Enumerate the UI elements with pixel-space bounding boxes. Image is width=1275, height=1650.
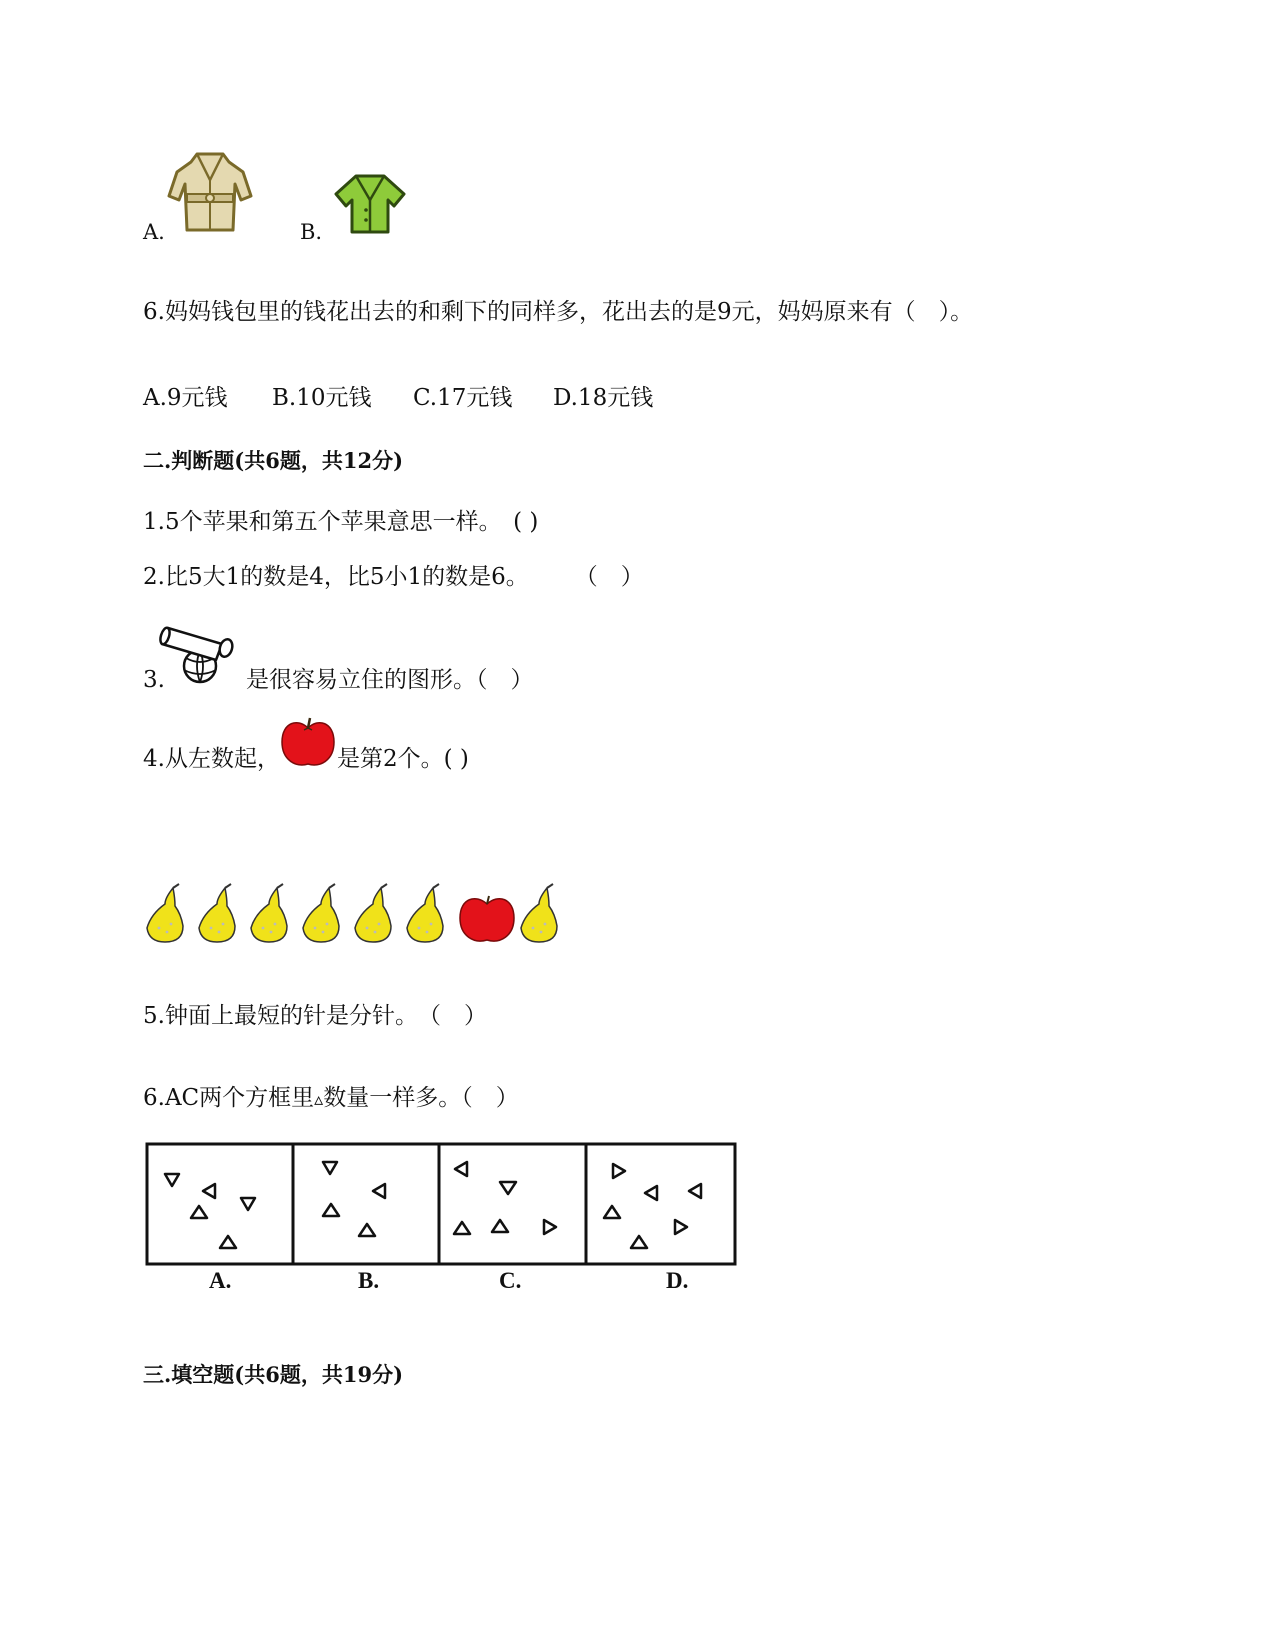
apple-icon <box>458 894 516 944</box>
section-2-heading: 二.判断题(共6题，共12分) <box>143 448 404 473</box>
box-label-d: D. <box>666 1268 689 1293</box>
cylinder-and-ball-icon <box>160 618 240 684</box>
pear-icon <box>143 884 191 944</box>
option-label-b: B. <box>300 220 323 244</box>
pear-icon <box>403 884 451 944</box>
q6-option-b: B.10元钱 <box>272 385 372 411</box>
pear-icon <box>247 884 295 944</box>
q6-option-c: C.17元钱 <box>413 385 513 411</box>
question-6-text: 6.妈妈钱包里的钱花出去的和剩下的同样多，花出去的是9元，妈妈原来有（ ）。 <box>143 299 974 325</box>
pear-icon <box>195 884 243 944</box>
q6-option-a: A.9元钱 <box>143 385 228 411</box>
option-label-a: A. <box>143 220 165 244</box>
pear-icon <box>351 884 399 944</box>
triangle-boxes-figure <box>145 1142 737 1302</box>
cardigan-icon <box>334 172 406 236</box>
pear-icon <box>517 884 565 944</box>
fruit-row <box>143 884 563 946</box>
small-triangle-symbol: ▵ <box>314 1089 324 1110</box>
q6-option-d: D.18元钱 <box>553 385 654 411</box>
box-label-c: C. <box>499 1268 522 1293</box>
tf-question-5: 5.钟面上最短的针是分针。 （ ） <box>143 1003 487 1029</box>
tf-question-1: 1.5个苹果和第五个苹果意思一样。 ( ) <box>143 509 539 535</box>
tf-question-3-text: 是很容易立住的图形。（ ） <box>246 667 534 693</box>
section-3-heading: 三.填空题(共6题，共19分) <box>143 1362 404 1387</box>
tf-question-4-lead: 4.从左数起， <box>143 746 280 772</box>
tf-question-2: 2.比5大1的数是4，比5小1的数是6。 （ ） <box>143 564 644 590</box>
tf-question-6 <box>143 1084 519 1114</box>
box-label-b: B. <box>358 1268 380 1293</box>
tf-question-6-lead: 6.AC两个方框里 <box>143 1085 315 1111</box>
tf-question-6-tail: 数量一样多。（ ） <box>323 1085 519 1111</box>
box-label-a: A. <box>209 1268 232 1293</box>
coat-icon <box>167 150 253 236</box>
apple-icon <box>280 716 336 768</box>
pear-icon <box>299 884 347 944</box>
tf-question-4-tail: 是第2个。( ) <box>337 746 469 772</box>
tf-question-3-number: 3. <box>143 667 165 693</box>
